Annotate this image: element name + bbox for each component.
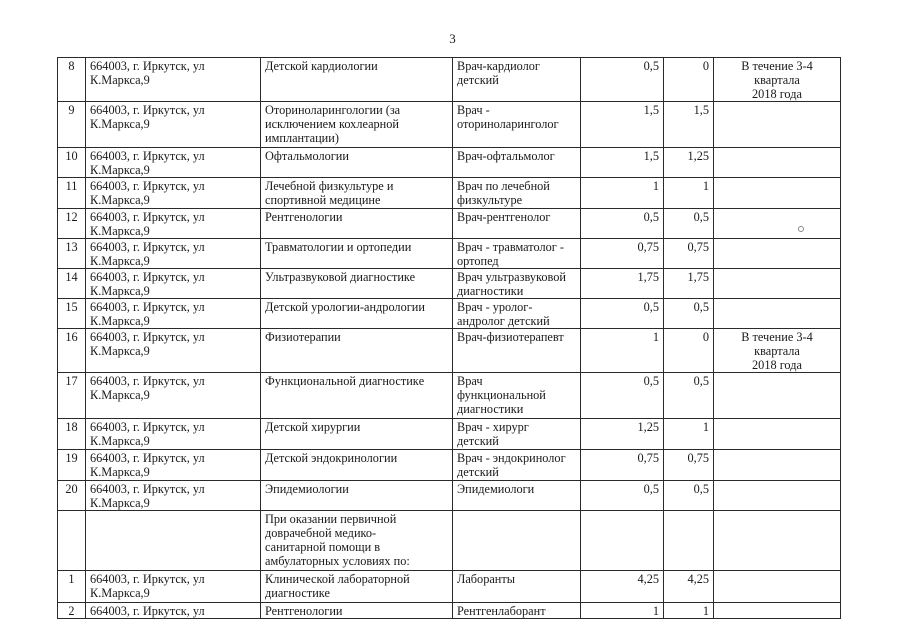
department-cell: Рентгенологии (261, 209, 453, 239)
rate-planned-cell: 1 (581, 329, 664, 373)
department-cell: При оказании первичной доврачебной медико- санитарной помощи в амбулаторных условиях по: (261, 511, 453, 571)
rate-planned-cell: 1 (581, 603, 664, 619)
address-cell: 664003, г. Иркутск, ул К.Маркса,9 (86, 178, 261, 209)
position-cell (453, 511, 581, 571)
address-cell: 664003, г. Иркутск, ул К.Маркса,9 (86, 329, 261, 373)
row-number: 12 (58, 209, 86, 239)
table-row (58, 209, 841, 239)
rate-planned-cell (581, 511, 664, 571)
department-cell: Рентгенологии (261, 603, 453, 619)
address-cell: 664003, г. Иркутск, ул К.Маркса,9 (86, 373, 261, 419)
address-cell: 664003, г. Иркутск, ул К.Маркса,9 (86, 102, 261, 148)
rate-planned-cell: 4,25 (581, 571, 664, 603)
note-cell (714, 511, 841, 571)
note-cell (714, 209, 841, 239)
stray-mark (798, 226, 804, 232)
address-cell (86, 511, 261, 571)
rate-filled-cell: 0,5 (664, 209, 714, 239)
department-cell: Лечебной физкультуре и спортивной медицине (261, 178, 453, 209)
note-cell (714, 373, 841, 419)
address-cell: 664003, г. Иркутск, ул К.Маркса,9 (86, 299, 261, 329)
row-number: 18 (58, 419, 86, 450)
row-number: 17 (58, 373, 86, 419)
row-number: 20 (58, 481, 86, 511)
rate-planned-cell: 1,25 (581, 419, 664, 450)
department-cell: Детской хирургии (261, 419, 453, 450)
rate-filled-cell: 4,25 (664, 571, 714, 603)
note-cell (714, 481, 841, 511)
address-cell: 664003, г. Иркутск, ул К.Маркса,9 (86, 269, 261, 299)
note-cell (714, 102, 841, 148)
note-cell (714, 269, 841, 299)
note-cell: В течение 3-4 квартала 2018 года (714, 329, 841, 373)
row-number: 19 (58, 450, 86, 481)
position-cell: Врач-офтальмолог (453, 148, 581, 178)
row-number: 1 (58, 571, 86, 603)
address-cell: 664003, г. Иркутск, ул (86, 603, 261, 619)
address-cell: 664003, г. Иркутск, ул К.Маркса,9 (86, 450, 261, 481)
rate-filled-cell: 1,5 (664, 102, 714, 148)
table-row (58, 571, 841, 603)
page-number: 3 (449, 31, 456, 46)
position-cell: Врач - уролог- андролог детский (453, 299, 581, 329)
row-number: 13 (58, 239, 86, 269)
note-cell (714, 299, 841, 329)
row-number: 14 (58, 269, 86, 299)
note-cell (714, 603, 841, 619)
rate-planned-cell: 0,5 (581, 373, 664, 419)
rate-planned-cell: 0,75 (581, 450, 664, 481)
row-number: 16 (58, 329, 86, 373)
table-row (58, 269, 841, 299)
address-cell: 664003, г. Иркутск, ул К.Маркса,9 (86, 58, 261, 102)
address-cell: 664003, г. Иркутск, ул К.Маркса,9 (86, 148, 261, 178)
address-cell: 664003, г. Иркутск, ул К.Маркса,9 (86, 209, 261, 239)
table-row (58, 450, 841, 481)
row-number: 15 (58, 299, 86, 329)
table-row (58, 148, 841, 178)
table-row (58, 299, 841, 329)
note-cell (714, 571, 841, 603)
rate-planned-cell: 1,5 (581, 148, 664, 178)
position-cell: Врач - травматолог - ортопед (453, 239, 581, 269)
position-cell: Эпидемиологи (453, 481, 581, 511)
position-cell: Врач-кардиолог детский (453, 58, 581, 102)
department-cell: Детской кардиологии (261, 58, 453, 102)
position-cell: Врач - хирург детский (453, 419, 581, 450)
rate-filled-cell: 0,5 (664, 481, 714, 511)
department-cell: Детской эндокринологии (261, 450, 453, 481)
address-cell: 664003, г. Иркутск, ул К.Маркса,9 (86, 419, 261, 450)
rate-planned-cell: 1,5 (581, 102, 664, 148)
rate-planned-cell: 0,5 (581, 299, 664, 329)
rate-filled-cell: 0,75 (664, 239, 714, 269)
staffing-table (57, 57, 841, 619)
position-cell: Врач - оториноларинголог (453, 102, 581, 148)
position-cell: Врач-физиотерапевт (453, 329, 581, 373)
row-number: 9 (58, 102, 86, 148)
department-cell: Клинической лабораторной диагностике (261, 571, 453, 603)
rate-filled-cell: 1 (664, 178, 714, 209)
rate-filled-cell: 1,25 (664, 148, 714, 178)
row-number: 10 (58, 148, 86, 178)
table-row (58, 481, 841, 511)
position-cell: Врач ультразвуковой диагностики (453, 269, 581, 299)
table-row (58, 373, 841, 419)
table-row (58, 58, 841, 102)
position-cell: Врач-рентгенолог (453, 209, 581, 239)
rate-filled-cell: 0 (664, 58, 714, 102)
rate-planned-cell: 0,5 (581, 58, 664, 102)
row-number: 11 (58, 178, 86, 209)
position-cell: Врач по лечебной физкультуре (453, 178, 581, 209)
department-cell: Детской урологии-андрологии (261, 299, 453, 329)
rate-planned-cell: 0,75 (581, 239, 664, 269)
address-cell: 664003, г. Иркутск, ул К.Маркса,9 (86, 571, 261, 603)
rate-filled-cell: 0,5 (664, 299, 714, 329)
position-cell: Рентгенлаборант (453, 603, 581, 619)
table-row (58, 102, 841, 148)
rate-filled-cell: 1 (664, 603, 714, 619)
rate-filled-cell: 1,75 (664, 269, 714, 299)
department-cell: Ультразвуковой диагностике (261, 269, 453, 299)
department-cell: Функциональной диагностикe (261, 373, 453, 419)
table-row (58, 178, 841, 209)
position-cell: Лаборанты (453, 571, 581, 603)
note-cell (714, 450, 841, 481)
position-cell: Врач функциональной диагностики (453, 373, 581, 419)
rate-filled-cell: 0,75 (664, 450, 714, 481)
table-row (58, 511, 841, 571)
rate-filled-cell: 0,5 (664, 373, 714, 419)
note-cell (714, 239, 841, 269)
rate-filled-cell (664, 511, 714, 571)
department-cell: Офтальмологии (261, 148, 453, 178)
row-number (58, 511, 86, 571)
table-row (58, 329, 841, 373)
department-cell: Физиотерапии (261, 329, 453, 373)
department-cell: Оториноларингологии (за исключением кохлеарной имплантации) (261, 102, 453, 148)
table-row (58, 239, 841, 269)
position-cell: Врач - эндокринолог детский (453, 450, 581, 481)
table-row (58, 419, 841, 450)
note-cell (714, 178, 841, 209)
department-cell: Эпидемиологии (261, 481, 453, 511)
rate-filled-cell: 1 (664, 419, 714, 450)
note-cell: В течение 3-4 квартала 2018 года (714, 58, 841, 102)
row-number: 2 (58, 603, 86, 619)
rate-planned-cell: 0,5 (581, 209, 664, 239)
rate-planned-cell: 1,75 (581, 269, 664, 299)
rate-planned-cell: 1 (581, 178, 664, 209)
row-number: 8 (58, 58, 86, 102)
department-cell: Травматологии и ортопедии (261, 239, 453, 269)
table-row (58, 603, 841, 619)
note-cell (714, 419, 841, 450)
address-cell: 664003, г. Иркутск, ул К.Маркса,9 (86, 239, 261, 269)
address-cell: 664003, г. Иркутск, ул К.Маркса,9 (86, 481, 261, 511)
note-cell (714, 148, 841, 178)
rate-filled-cell: 0 (664, 329, 714, 373)
rate-planned-cell: 0,5 (581, 481, 664, 511)
